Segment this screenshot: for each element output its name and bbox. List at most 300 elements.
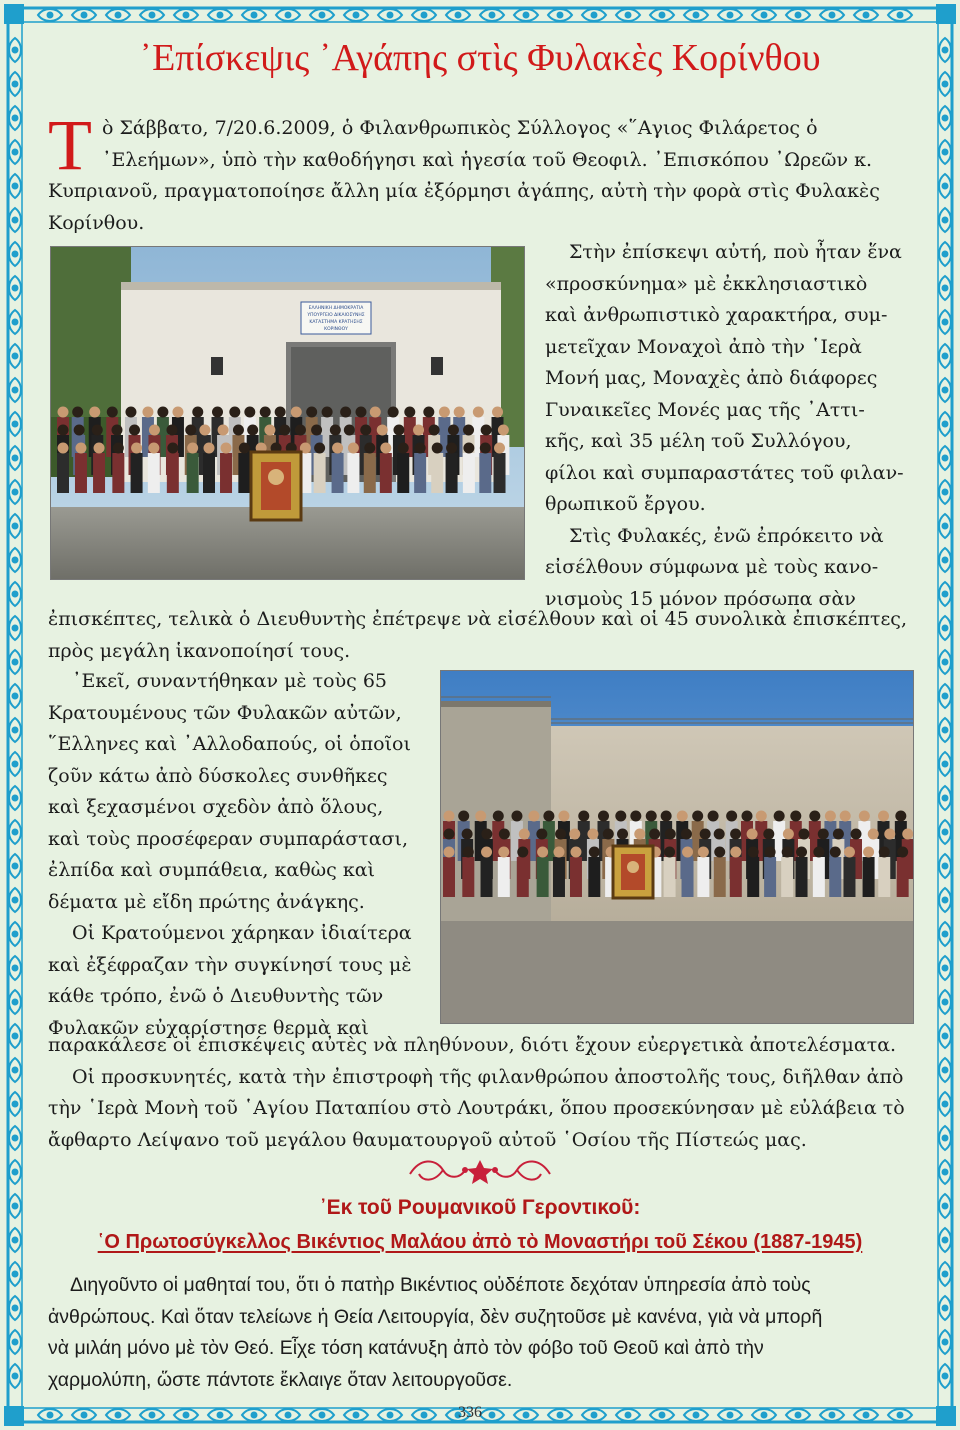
person-head xyxy=(825,811,836,822)
person-head xyxy=(370,407,381,418)
person-head xyxy=(569,829,580,840)
person-figure xyxy=(697,857,709,897)
person-head xyxy=(247,425,258,436)
person-head xyxy=(446,443,457,454)
border-motif xyxy=(9,140,21,164)
person-head xyxy=(498,425,509,436)
person-head xyxy=(863,847,874,858)
border-motif xyxy=(174,9,198,21)
person-head xyxy=(398,443,409,454)
person-head xyxy=(665,829,676,840)
person-head xyxy=(878,811,889,822)
person-head xyxy=(111,425,122,436)
person-figure xyxy=(431,453,443,493)
border-motif xyxy=(582,9,606,21)
border-motif xyxy=(310,9,334,21)
person-head xyxy=(415,443,426,454)
person-head xyxy=(221,443,232,454)
person-head xyxy=(480,443,491,454)
person-head xyxy=(617,829,628,840)
border-motif xyxy=(939,888,951,912)
person-figure xyxy=(220,453,232,493)
person-figure xyxy=(878,857,890,897)
border-motif xyxy=(939,922,951,946)
person-head xyxy=(661,811,672,822)
person-head xyxy=(172,407,183,418)
person-head xyxy=(798,829,809,840)
person-head xyxy=(634,829,645,840)
border-motif xyxy=(684,1409,708,1421)
border-motif xyxy=(446,9,470,21)
person-head xyxy=(517,847,528,858)
person-head xyxy=(58,443,69,454)
border-motif xyxy=(9,1160,21,1184)
border-motif xyxy=(718,9,742,21)
person-head xyxy=(364,443,375,454)
person-figure xyxy=(463,453,475,493)
person-head xyxy=(714,847,725,858)
border-motif xyxy=(310,1409,334,1421)
border-motif xyxy=(939,1160,951,1184)
border-motif xyxy=(9,208,21,232)
person-head xyxy=(844,847,855,858)
corner-square xyxy=(4,4,24,24)
border-motif xyxy=(9,718,21,742)
person-figure xyxy=(93,453,105,493)
border-motif xyxy=(9,684,21,708)
person-head xyxy=(149,425,160,436)
person-figure xyxy=(494,453,506,493)
border-motif xyxy=(9,922,21,946)
section-subheading: ῾Ο Πρωτοσύγκελλος Βικέντιος Μαλάου ἀπὸ τὸ Μοναστήρι τοῦ Σέκου (1887-1945) xyxy=(97,1231,863,1253)
text-line: Κρατουμένους τῶν Φυλακῶν αὐτῶν, xyxy=(48,701,402,724)
person-figure xyxy=(781,857,793,897)
text-line: δέματα μὲ εἴδη πρώτης ἀνάγκης. xyxy=(48,890,365,913)
border-motif xyxy=(378,9,402,21)
border-motif xyxy=(276,1409,300,1421)
person-head xyxy=(708,811,719,822)
person-head xyxy=(344,425,355,436)
border-motif xyxy=(820,9,844,21)
border-motif xyxy=(939,446,951,470)
border-motif xyxy=(9,650,21,674)
text-line: ὸ Σάββατο, 7/20.6.2009, ὁ Φιλανθρωπικὸς Σύλλογος «῞Αγιος Φιλάρετος ὁ xyxy=(102,117,818,139)
sign-line: ΚΟΡΙΝΘΟΥ xyxy=(324,327,348,332)
border-motif xyxy=(939,1296,951,1320)
border-motif xyxy=(854,9,878,21)
person-head xyxy=(664,847,675,858)
person-head xyxy=(295,425,306,436)
prison-sign xyxy=(301,302,371,337)
person-figure xyxy=(332,453,344,493)
person-figure xyxy=(187,453,199,493)
border-motif xyxy=(276,9,300,21)
border-motif xyxy=(9,514,21,538)
border-motif xyxy=(939,480,951,504)
paragraph-return xyxy=(48,1030,928,1156)
person-head xyxy=(741,811,752,822)
border-motif xyxy=(939,344,951,368)
person-head xyxy=(448,425,459,436)
person-figure xyxy=(570,857,582,897)
person-figure xyxy=(443,857,455,897)
border-motif xyxy=(38,1409,62,1421)
person-head xyxy=(859,811,870,822)
text-line: Οἱ Κρατούμενοι χάρηκαν ἰδιαίτερα xyxy=(72,922,412,944)
border-motif xyxy=(140,9,164,21)
person-head xyxy=(332,443,343,454)
person-head xyxy=(444,829,455,840)
page-number: 336 xyxy=(458,1404,482,1421)
person-figure xyxy=(75,453,87,493)
person-head xyxy=(348,443,359,454)
person-head xyxy=(598,811,609,822)
text-line: Φυλακῶν εὐχαρίστησε θερμὰ καὶ xyxy=(48,1016,369,1039)
border-motif xyxy=(939,718,951,742)
person-head xyxy=(458,811,469,822)
person-head xyxy=(494,443,505,454)
border-motif xyxy=(939,1364,951,1388)
person-head xyxy=(58,407,69,418)
drop-cap: Τ xyxy=(48,105,92,185)
person-figure xyxy=(553,857,565,897)
border-motif xyxy=(72,9,96,21)
person-head xyxy=(125,407,136,418)
border-motif xyxy=(939,684,951,708)
photo-courtyard-illustration xyxy=(441,671,913,1023)
border-motif xyxy=(9,174,21,198)
border-motif xyxy=(242,9,266,21)
person-head xyxy=(493,811,504,822)
person-head xyxy=(783,829,794,840)
border-motif xyxy=(684,9,708,21)
person-head xyxy=(830,847,841,858)
person-figure xyxy=(481,857,493,897)
person-head xyxy=(682,847,693,858)
person-head xyxy=(291,407,302,418)
person-head xyxy=(94,443,105,454)
person-head xyxy=(58,425,69,436)
border-motif xyxy=(939,174,951,198)
person-figure xyxy=(517,857,529,897)
person-head xyxy=(481,847,492,858)
text-line: φίλοι καὶ συμπαραστάτες τοῦ φιλαν- xyxy=(545,461,904,484)
text-line: ᾿Εκεῖ, συναντήθηκαν μὲ τοὺς 65 xyxy=(72,670,388,692)
photo-entrance-illustration xyxy=(51,247,524,579)
person-head xyxy=(818,829,829,840)
text-line: Διηγοῦντο οἱ μαθηταί του, ὅτι ὁ πατὴρ Βικέντιος οὐδέποτε δεχόταν ὑπηρεσία ἀπὸ τοὺς xyxy=(70,1274,811,1296)
person-figure xyxy=(364,453,376,493)
person-head xyxy=(239,443,250,454)
text-line: Γυναικεῖες Μονές μας τῆς ᾿Αττι- xyxy=(545,398,865,421)
border-motif xyxy=(9,786,21,810)
border-motif xyxy=(72,1409,96,1421)
person-head xyxy=(131,443,142,454)
person-head xyxy=(763,829,774,840)
border-motif xyxy=(9,480,21,504)
person-figure xyxy=(479,453,491,493)
person-head xyxy=(528,811,539,822)
person-figure xyxy=(897,857,909,897)
border-motif xyxy=(9,752,21,776)
person-head xyxy=(142,407,153,418)
person-head xyxy=(730,829,741,840)
border-motif xyxy=(480,1409,504,1421)
text-line: Στὶς Φυλακές, ἐνῶ ἐπρόκειτο νὰ xyxy=(569,524,884,547)
border-motif xyxy=(939,378,951,402)
section-paragraph xyxy=(48,1270,910,1396)
person-figure xyxy=(57,453,69,493)
person-head xyxy=(275,407,286,418)
person-figure xyxy=(863,857,875,897)
person-head xyxy=(730,847,741,858)
person-head xyxy=(765,847,776,858)
person-figure xyxy=(314,453,326,493)
text-line: «προσκύνημα» μὲ ἐκκλησιαστικὸ xyxy=(545,272,868,295)
person-head xyxy=(796,847,807,858)
person-head xyxy=(463,425,474,436)
border-motif xyxy=(9,276,21,300)
border-motif xyxy=(9,548,21,572)
border-motif xyxy=(242,1409,266,1421)
person-head xyxy=(360,425,371,436)
person-head xyxy=(884,829,895,840)
border-motif xyxy=(939,786,951,810)
border-motif xyxy=(9,820,21,844)
border-motif xyxy=(939,582,951,606)
person-head xyxy=(555,829,566,840)
text-line: Κορίνθου. xyxy=(48,211,145,234)
border-motif xyxy=(650,9,674,21)
person-figure xyxy=(843,857,855,897)
person-head xyxy=(463,847,474,858)
border-motif xyxy=(344,9,368,21)
border-motif xyxy=(582,1409,606,1421)
person-head xyxy=(615,811,626,822)
border-motif xyxy=(208,9,232,21)
border-motif xyxy=(786,1409,810,1421)
photo-prison-courtyard xyxy=(440,670,914,1024)
text-line: καὶ ἀνθρωπιστικὸ χαρακτήρα, συμ- xyxy=(545,304,888,326)
border-motif xyxy=(9,412,21,436)
person-head xyxy=(649,829,660,840)
border-motif xyxy=(616,9,640,21)
person-head xyxy=(260,407,271,418)
person-head xyxy=(700,829,711,840)
border-motif xyxy=(9,1092,21,1116)
person-head xyxy=(511,811,522,822)
person-figure xyxy=(537,857,549,897)
person-head xyxy=(462,829,473,840)
text-line: τὴν ῾Ιερὰ Μονὴ τοῦ ῾Αγίου Παταπίου στὸ Λουτράκι, ὅπου προσεκύνησαν μὲ εὐλάβεια τὸ xyxy=(48,1097,905,1119)
person-head xyxy=(587,829,598,840)
border-motif xyxy=(106,9,130,21)
text-line: νὰ μιλάη μόνο μὲ τὸν Θεό. Εἶχε τόση κατάνυξη ἀπὸ τὸν φόβο τοῦ Θεοῦ καὶ ἀπὸ τὴν xyxy=(48,1337,764,1359)
border-motif xyxy=(939,310,951,334)
person-head xyxy=(726,811,737,822)
border-motif xyxy=(9,242,21,266)
corner-square xyxy=(936,1406,956,1426)
border-motif xyxy=(9,378,21,402)
person-head xyxy=(536,829,547,840)
person-head xyxy=(377,425,388,436)
border-motif xyxy=(718,1409,742,1421)
person-head xyxy=(322,407,333,418)
paragraph-intro xyxy=(102,113,922,176)
person-head xyxy=(212,407,223,418)
person-figure xyxy=(203,453,215,493)
border-motif xyxy=(786,9,810,21)
photo-prison-entrance xyxy=(50,246,525,580)
person-head xyxy=(166,425,177,436)
person-head xyxy=(543,811,554,822)
person-head xyxy=(519,829,530,840)
border-motif xyxy=(939,820,951,844)
border-motif xyxy=(939,616,951,640)
border-motif xyxy=(9,1296,21,1320)
border-motif xyxy=(174,1409,198,1421)
border-motif xyxy=(9,888,21,912)
person-head xyxy=(393,425,404,436)
person-head xyxy=(199,425,210,436)
article-title: ᾿Επίσκεψις ᾿Αγάπης στὶς Φυλακὲς Κορίνθου xyxy=(139,37,821,79)
person-head xyxy=(72,407,83,418)
person-head xyxy=(782,847,793,858)
paragraph-visit xyxy=(545,237,925,615)
text-line: μετεῖχαν Μοναχοὶ ἀπὸ τὴν ῾Ιερὰ xyxy=(545,335,862,358)
person-figure xyxy=(730,857,742,897)
person-head xyxy=(681,829,692,840)
border-motif xyxy=(820,1409,844,1421)
person-head xyxy=(454,407,465,418)
border-motif xyxy=(939,548,951,572)
person-head xyxy=(314,443,325,454)
person-head xyxy=(481,829,492,840)
person-head xyxy=(423,407,434,418)
person-head xyxy=(204,443,215,454)
border-motif xyxy=(939,208,951,232)
text-line: κῆς, καὶ 35 μέλη τοῦ Συλλόγου, xyxy=(545,430,852,452)
text-line: ἐπισκέπτες, τελικὰ ὁ Διευθυντὴς ἐπέτρεψε νὰ εἰσέλθουν καὶ οἱ 45 συνολικὰ ἐπισκέπτες, xyxy=(48,608,907,630)
person-figure xyxy=(498,857,510,897)
border-motif xyxy=(412,9,436,21)
border-motif xyxy=(9,956,21,980)
person-figure xyxy=(829,857,841,897)
person-figure xyxy=(148,453,160,493)
border-motif xyxy=(616,1409,640,1421)
border-motif xyxy=(140,1409,164,1421)
person-figure xyxy=(764,857,776,897)
person-head xyxy=(756,811,767,822)
border-motif xyxy=(9,616,21,640)
border-motif xyxy=(939,956,951,980)
border-motif xyxy=(514,9,538,21)
border-motif xyxy=(650,1409,674,1421)
text-line: θρωπικοῦ ἔργου. xyxy=(545,493,706,515)
border-motif xyxy=(9,582,21,606)
person-figure xyxy=(446,453,458,493)
person-head xyxy=(404,407,415,418)
border-motif xyxy=(939,854,951,878)
person-head xyxy=(589,847,600,858)
border-motif xyxy=(9,106,21,130)
border-motif xyxy=(9,1262,21,1286)
border-motif xyxy=(939,276,951,300)
sign-line: ΥΠΟΥΡΓΕΙΟ ΔΙΚΑΙΟΣΥΝΗΣ xyxy=(307,313,365,318)
paragraph-visitors xyxy=(48,604,928,667)
person-figure xyxy=(131,453,143,493)
corner-square xyxy=(936,4,956,24)
person-head xyxy=(229,407,240,418)
border-motif xyxy=(939,1024,951,1048)
border-motif xyxy=(9,990,21,1014)
text-line: καὶ ξεχασμένοι σχεδὸν ἀπὸ ὅλους, xyxy=(48,796,384,818)
person-figure xyxy=(462,857,474,897)
border-motif xyxy=(939,242,951,266)
person-head xyxy=(306,407,317,418)
person-figure xyxy=(588,857,600,897)
border-motif xyxy=(939,412,951,436)
border-motif xyxy=(38,9,62,21)
person-head xyxy=(578,811,589,822)
border-motif xyxy=(9,446,21,470)
text-line: εἰσέλθουν σύμφωνα μὲ τοὺς κανο- xyxy=(545,556,879,578)
border-motif xyxy=(106,1409,130,1421)
person-head xyxy=(790,811,801,822)
text-line: πρὸς μεγάλη ἱκανοποίησί τους. xyxy=(48,639,351,662)
person-head xyxy=(439,407,450,418)
person-head xyxy=(89,407,100,418)
text-line: Στὴν ἐπίσκεψι αὐτή, ποὺ ἦταν ἕνα xyxy=(569,241,902,263)
border-motif xyxy=(939,514,951,538)
person-head xyxy=(107,407,118,418)
person-head xyxy=(475,811,486,822)
border-motif xyxy=(9,1126,21,1150)
border-motif xyxy=(9,1024,21,1048)
person-head xyxy=(463,443,474,454)
person-figure xyxy=(682,857,694,897)
border-motif xyxy=(548,9,572,21)
person-head xyxy=(113,443,124,454)
person-head xyxy=(473,407,484,418)
border-motif xyxy=(9,1330,21,1354)
person-head xyxy=(630,811,641,822)
border-motif xyxy=(752,1409,776,1421)
person-head xyxy=(311,425,322,436)
border-motif xyxy=(9,1364,21,1388)
person-head xyxy=(813,847,824,858)
text-line: ἄφθαρτο Λείψανο τοῦ μεγάλου θαυματουργοῦ αὐτοῦ ῾Οσίου τῆς Πίστεώς μας. xyxy=(48,1128,807,1151)
text-line: ᾿Ελεήμων», ὑπὸ τὴν καθοδήγησι καὶ ἡγεσία τοῦ Θεοφιλ. ᾿Επισκόπου ᾿Ωρεῶν κ. xyxy=(102,148,873,171)
person-head xyxy=(840,811,851,822)
person-figure xyxy=(397,453,409,493)
person-head xyxy=(553,847,564,858)
person-head xyxy=(192,407,203,418)
text-line: ἀνθρώπους. Καὶ ὅταν τελείωνε ἡ Θεία Λειτουργία, δὲν συζητοῦσε μὲ κανένα, γιὰ νὰ μπορῆ xyxy=(48,1305,823,1328)
text-line: καὶ ἐξέφραζαν τὴν συγκίνησί τους μὲ xyxy=(48,953,412,976)
person-head xyxy=(244,407,255,418)
border-motif xyxy=(344,1409,368,1421)
border-motif xyxy=(939,990,951,1014)
person-head xyxy=(218,425,229,436)
border-motif xyxy=(854,1409,878,1421)
person-figure xyxy=(167,453,179,493)
person-head xyxy=(714,829,725,840)
text-line: ζοῦν κάτω ἀπὸ δύσκολες συνθῆκες xyxy=(48,764,388,787)
border-motif xyxy=(514,1409,538,1421)
border-motif xyxy=(412,1409,436,1421)
person-head xyxy=(492,407,503,418)
